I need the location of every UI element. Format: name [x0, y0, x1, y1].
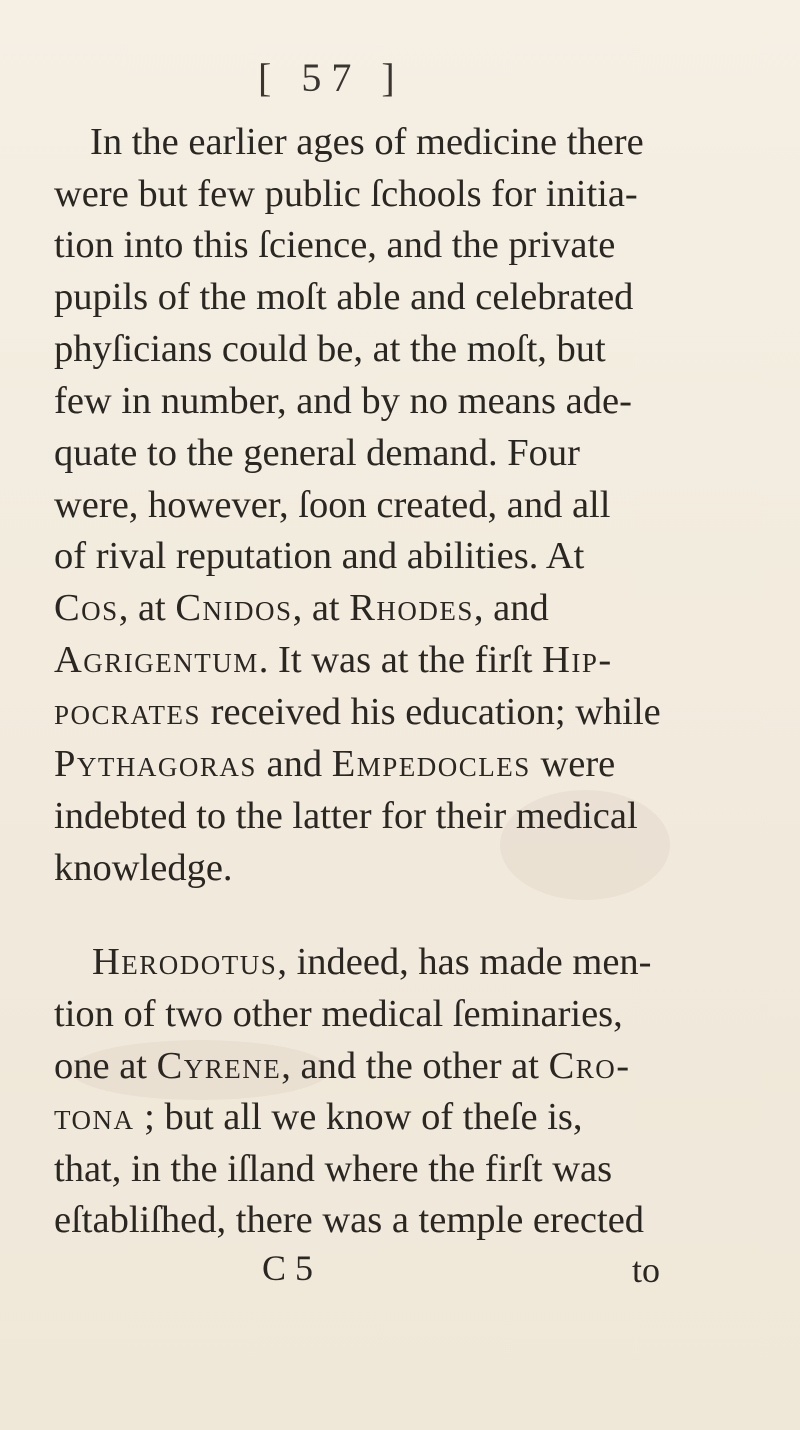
place-name: tona — [54, 1096, 135, 1138]
place-name: Cos — [54, 587, 119, 629]
text-line — [54, 693, 661, 732]
text-line: phyſicians could be, at the moſt, but — [54, 328, 606, 370]
text-run: , indeed, has made men- — [277, 941, 652, 983]
person-name: Pythagoras — [54, 743, 257, 785]
text-run: were — [530, 743, 616, 785]
text-line: quate to the general demand. Four — [54, 432, 580, 474]
text-line — [54, 1098, 583, 1137]
text-line: tion of two other medical ſeminaries, — [54, 993, 623, 1035]
text-line: were, however, ſoon created, and all — [54, 484, 611, 526]
text-line: tion into this ſcience, and the private — [54, 224, 616, 266]
text-run: ; but all we know of theſe is, — [134, 1096, 583, 1138]
text-line: of rival reputation and abilities. At — [54, 535, 585, 577]
text-run: , and — [473, 587, 549, 629]
text-line: that, in the iſland where the firſt was — [54, 1148, 613, 1190]
place-name: Cyrene — [156, 1045, 282, 1087]
place-name: Rhodes — [349, 587, 474, 629]
text-run: one at — [54, 1045, 157, 1087]
person-name: Empedocles — [331, 743, 531, 785]
text-line — [54, 589, 549, 628]
text-run: received his education; while — [201, 691, 661, 733]
catchword: to — [632, 1250, 661, 1290]
text-line — [92, 943, 651, 982]
text-run: , and the other at — [281, 1045, 549, 1087]
person-name: Hip- — [542, 639, 613, 681]
text-line: knowledge. — [54, 847, 233, 889]
text-line — [54, 745, 615, 784]
text-line: In the earlier ages of medicine there — [90, 121, 644, 163]
person-name: Herodotus — [92, 941, 278, 983]
place-name: Cro- — [548, 1045, 631, 1087]
text-run: . It was at the firſt — [258, 639, 543, 681]
text-line: indebted to the latter for their medical — [54, 795, 638, 837]
text-line — [54, 641, 613, 680]
place-name: Agrigentum — [54, 639, 259, 681]
person-name: pocrates — [54, 691, 202, 733]
text-line: few in number, and by no means ade- — [54, 380, 632, 422]
text-run: , at — [292, 587, 350, 629]
page-number-header: [ 57 ] — [258, 55, 405, 100]
text-run: and — [256, 743, 332, 785]
place-name: Cnidos — [175, 587, 293, 629]
text-line: pupils of the moſt able and celebrated — [54, 276, 634, 318]
text-line: were but few public ſchools for initia- — [54, 173, 638, 215]
signature-mark: C 5 — [262, 1248, 314, 1288]
text-line: eſtabliſhed, there was a temple erected — [54, 1199, 645, 1241]
text-run: , at — [118, 587, 176, 629]
text-line — [54, 1047, 631, 1086]
